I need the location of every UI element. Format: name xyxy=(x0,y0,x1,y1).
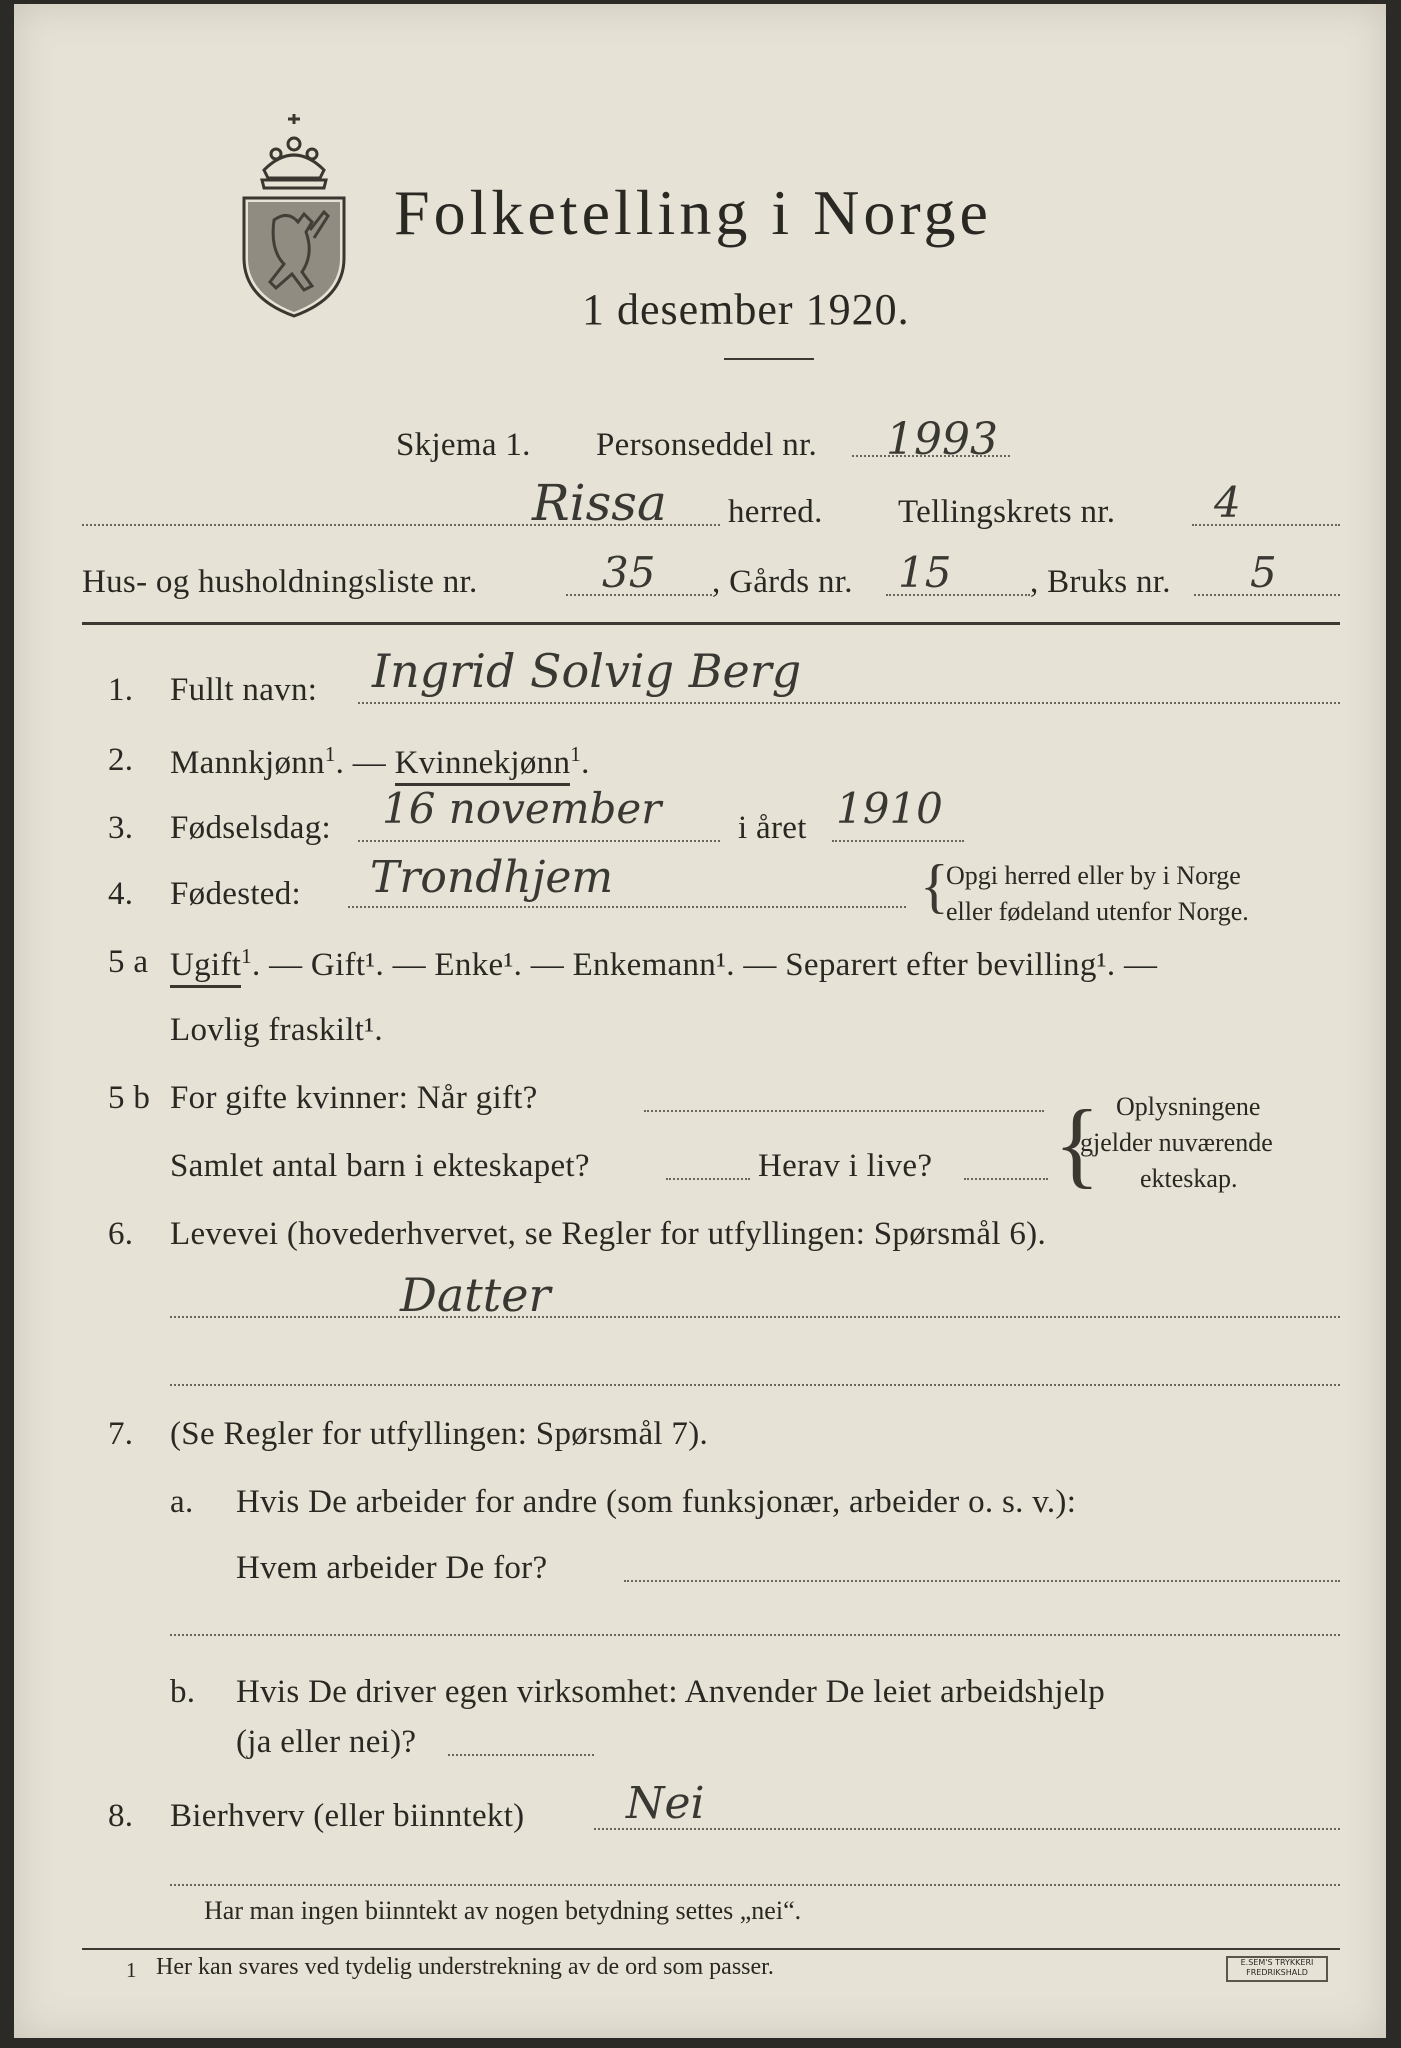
occupation-value[interactable]: Datter xyxy=(400,1268,551,1322)
q2-separator: . — xyxy=(335,745,395,781)
printer-stamp xyxy=(1226,1956,1328,1982)
q5a-number: 5 a xyxy=(108,944,149,980)
birthplace-value[interactable]: Trondhjem xyxy=(370,852,614,903)
q7-number: 7. xyxy=(108,1416,134,1452)
nei-instruction: Har man ingen biinntekt av nogen betydning settes „nei“. xyxy=(204,1896,802,1925)
footer-divider xyxy=(82,1948,1340,1950)
q8-label: Bierhverv (eller biinntekt) xyxy=(170,1798,525,1834)
q5b-children-label: Samlet antal barn i ekteskapet? xyxy=(170,1148,590,1184)
q5b-note-2: gjelder nuværende xyxy=(1080,1128,1273,1157)
option-lovlig-fraskilt[interactable]: Lovlig fraskilt¹. xyxy=(170,1012,383,1048)
q3-label: Fødselsdag: xyxy=(170,810,331,846)
q5b-line-1: For gifte kvinner: Når gift? xyxy=(170,1080,538,1116)
census-form-page: Folketelling i Norge 1 desember 1920. Skjema 1. Personseddel nr. 1993 Rissa herred. Tellingskrets nr. 4 Hus- og husholdningsliste nr. 35 , Gårds nr. 15 , Bruks nr. 5 1. Fullt navn: Ingrid Solvig Berg 2. Mannkjønn$^1$. — Kvinnekjønn$^1$. 3. Fødselsdag: 16 november i året 1910 4. Fødested: Trondhjem { Opgi herred eller by i Norge eller fødeland utenfor Norge. 5 a Ugift$^1$. — Gift¹. — Enke¹. — Enkemann¹. — Separert efter bevilling¹. — Lovlig fraskilt¹. 5 b For gifte kvinner: Når gift? Samlet antal barn i ekteskapet? Herav i live? { Oplysningene gjelder nuværende ekteskap. 6. Levevei (hovederhvervet, se Regler for utfyllingen: Spørsmål 6). Datter 7. (Se Regler for utfyllingen: Spørsmål 7). a. Hvis De arbeider for andre (som funksjonær, arbeider o. s. v.): Hvem arbeider De for? b. Hvis De driver egen virksomhet: Anvender De leiet arbeidshjelp (ja eller nei)? 8. Bierhverv (eller biinntekt) Nei Har man ingen biinntekt av nogen betydning settes „nei“. 1 Her kan svares ved tydelig understrekning av de ord som passer. E.SEM'S TRYKKERI FREDRIKSHALD xyxy=(14,4,1386,2038)
q5b-note-1: Oplysningene xyxy=(1116,1092,1261,1121)
q7a-line-1: Hvis De arbeider for andre (som funksjonær, arbeider o. s. v.): xyxy=(236,1484,1077,1520)
personseddel-value[interactable]: 1993 xyxy=(886,414,998,465)
q5b-alive-label: Herav i live? xyxy=(758,1148,933,1184)
side-income-value[interactable]: Nei xyxy=(626,1778,705,1829)
q6-number: 6. xyxy=(108,1216,134,1252)
q5b-number: 5 b xyxy=(108,1080,151,1116)
q7b-line-2: (ja eller nei)? xyxy=(236,1724,417,1760)
q2-end: . xyxy=(581,745,590,781)
tellingskrets-label: Tellingskrets nr. xyxy=(898,494,1116,530)
gards-label: , Gårds nr. xyxy=(712,564,853,600)
full-name-value[interactable]: Ingrid Solvig Berg xyxy=(372,644,802,698)
q6-label: Levevei (hovederhvervet, se Regler for utfyllingen: Spørsmål 6). xyxy=(170,1216,1047,1252)
q3-number: 3. xyxy=(108,810,134,846)
option-mannkjonn[interactable]: Mannkjønn xyxy=(170,745,325,781)
tellingskrets-value[interactable]: 4 xyxy=(1214,478,1241,527)
q7-label: (Se Regler for utfyllingen: Spørsmål 7). xyxy=(170,1416,709,1452)
hired-help-field[interactable] xyxy=(448,1754,594,1756)
children-alive-field[interactable] xyxy=(964,1178,1048,1180)
q5a-options[interactable]: . — Gift¹. — Enke¹. — Enkemann¹. — Separert efter bevilling¹. — xyxy=(251,947,1158,983)
header-divider xyxy=(82,622,1340,625)
bruks-value[interactable]: 5 xyxy=(1250,548,1277,597)
herred-value[interactable]: Rissa xyxy=(532,474,667,532)
norway-coat-of-arms-icon xyxy=(224,110,364,320)
birth-day-value[interactable]: 16 november xyxy=(382,784,662,833)
q7b-letter: b. xyxy=(170,1674,196,1710)
printer-name: E.SEM'S TRYKKERI FREDRIKSHALD xyxy=(1240,1958,1314,1977)
bruks-label: , Bruks nr. xyxy=(1030,564,1171,600)
q4-note-1: Opgi herred eller by i Norge xyxy=(946,861,1241,890)
title-divider xyxy=(724,358,814,360)
q7a-line-2: Hvem arbeider De for? xyxy=(236,1550,548,1586)
personseddel-label: Personseddel nr. xyxy=(596,427,818,463)
q3-year-label: i året xyxy=(738,810,807,846)
form-title: Folketelling i Norge xyxy=(394,177,992,248)
children-count-field[interactable] xyxy=(666,1178,750,1180)
q1-number: 1. xyxy=(108,672,134,708)
footnote-mark: 1 xyxy=(126,1958,137,1982)
footnote-text: Her kan svares ved tydelig understrekning av de ord som passer. xyxy=(156,1954,774,1980)
husliste-label: Hus- og husholdningsliste nr. xyxy=(82,564,478,600)
q5b-note-3: ekteskap. xyxy=(1140,1164,1238,1193)
skjema-label: Skjema 1. xyxy=(396,427,531,463)
q4-note-2: eller fødeland utenfor Norge. xyxy=(946,897,1249,926)
q7b-line-1: Hvis De driver egen virksomhet: Anvender De leiet arbeidshjelp xyxy=(236,1674,1106,1710)
q4-number: 4. xyxy=(108,876,134,912)
q8-number: 8. xyxy=(108,1798,134,1834)
option-ugift[interactable]: Ugift xyxy=(170,947,241,988)
employer-field[interactable] xyxy=(624,1580,1340,1582)
q2-number: 2. xyxy=(108,742,134,778)
husliste-value[interactable]: 35 xyxy=(602,548,656,597)
q7a-letter: a. xyxy=(170,1484,194,1520)
form-date: 1 desember 1920. xyxy=(582,285,910,334)
herred-label: herred. xyxy=(728,494,823,530)
married-when-field[interactable] xyxy=(644,1110,1044,1112)
q4-label: Fødested: xyxy=(170,876,302,912)
option-kvinnekjonn[interactable]: Kvinnekjønn xyxy=(395,745,571,786)
birth-year-value[interactable]: 1910 xyxy=(836,784,943,833)
gards-value[interactable]: 15 xyxy=(898,548,952,597)
q1-label: Fullt navn: xyxy=(170,672,318,708)
